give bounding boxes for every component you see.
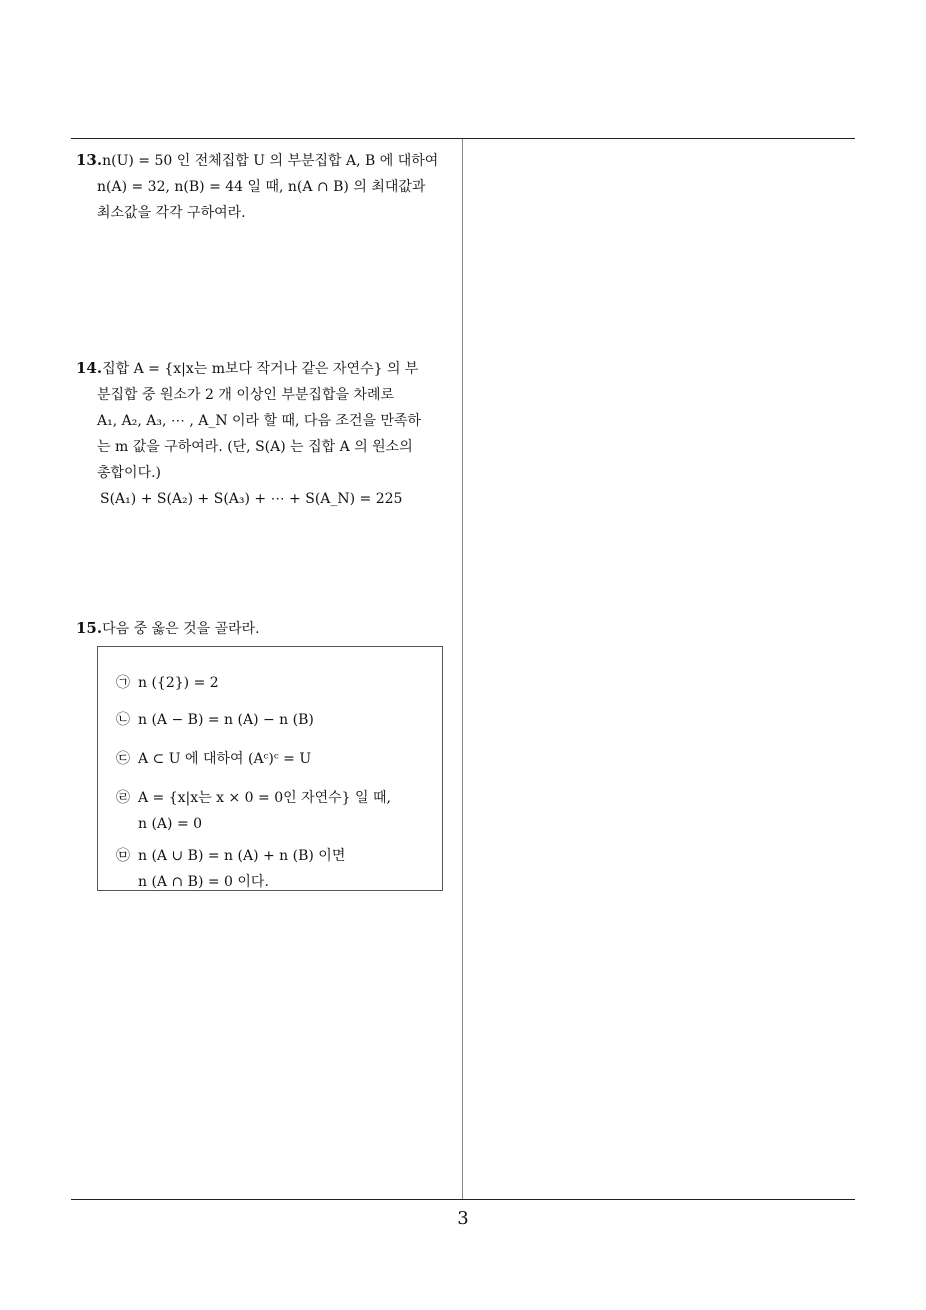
- problem-number: 15.: [76, 619, 103, 637]
- problem-number: 14.: [76, 359, 103, 377]
- problem-text: 최소값을 각각 구하여라.: [97, 205, 246, 221]
- choice-text: n (A − B) = n (A) − n (B): [138, 712, 314, 728]
- page-number: 3: [457, 1208, 469, 1229]
- choice-item: [116, 746, 311, 772]
- problem-line: [76, 615, 460, 642]
- top-rule: [71, 138, 855, 139]
- choice-text: n (A ∪ B) = n (A) + n (B) 이면: [138, 848, 346, 864]
- problem-formula: S(A₁) + S(A₂) + S(A₃) + ⋯ + S(A_N) = 225: [100, 491, 403, 507]
- problem-line: [76, 147, 460, 174]
- problem-line: [76, 355, 460, 382]
- problem-text: n(A) = 32, n(B) = 44 일 때, n(A ∩ B) 의 최대값과: [97, 179, 426, 195]
- choice-mark: ㉢: [116, 751, 130, 767]
- choice-item: [116, 785, 391, 837]
- choices-box: [97, 646, 443, 891]
- problem-text: 는 m 값을 구하여라. (단, S(A) 는 집합 A 의 원소의: [97, 439, 413, 455]
- choice-item: [116, 843, 345, 895]
- choice-text-continued: n (A ∩ B) = 0 이다.: [138, 874, 269, 890]
- choice-text: n ({2}) = 2: [138, 675, 219, 691]
- problem-text: 집합 A = {x|x는 m보다 작거나 같은 자연수} 의 부: [102, 361, 419, 377]
- choice-item: [116, 707, 314, 733]
- choice-text: A = {x|x는 x × 0 = 0인 자연수} 일 때,: [138, 790, 391, 806]
- problem-number: 13.: [76, 151, 103, 169]
- choice-text: A ⊂ U 에 대하여 (Aᶜ)ᶜ = U: [138, 751, 312, 767]
- choice-text-continued: n (A) = 0: [138, 816, 203, 832]
- choice-mark: ㉤: [116, 848, 130, 864]
- problem-14: [76, 355, 460, 512]
- problem-text: A₁, A₂, A₃, ⋯ , A_N 이라 할 때, 다음 조건을 만족하: [97, 413, 422, 429]
- problem-text: 총합이다.): [97, 465, 162, 481]
- choice-mark: ㉣: [116, 790, 130, 806]
- column-divider: [462, 139, 463, 1200]
- problem-text: 다음 중 옳은 것을 골라라.: [102, 621, 260, 637]
- bottom-rule: [71, 1199, 855, 1200]
- problem-13: [76, 147, 460, 226]
- choice-item: [116, 670, 219, 696]
- problem-15: [76, 615, 460, 642]
- problem-text: 분집합 중 원소가 2 개 이상인 부분집합을 차례로: [97, 387, 395, 403]
- choice-mark: ㉠: [116, 675, 130, 691]
- problem-text: n(U) = 50 인 전체집합 U 의 부분집합 A, B 에 대하여: [102, 153, 439, 169]
- choice-mark: ㉡: [116, 712, 130, 728]
